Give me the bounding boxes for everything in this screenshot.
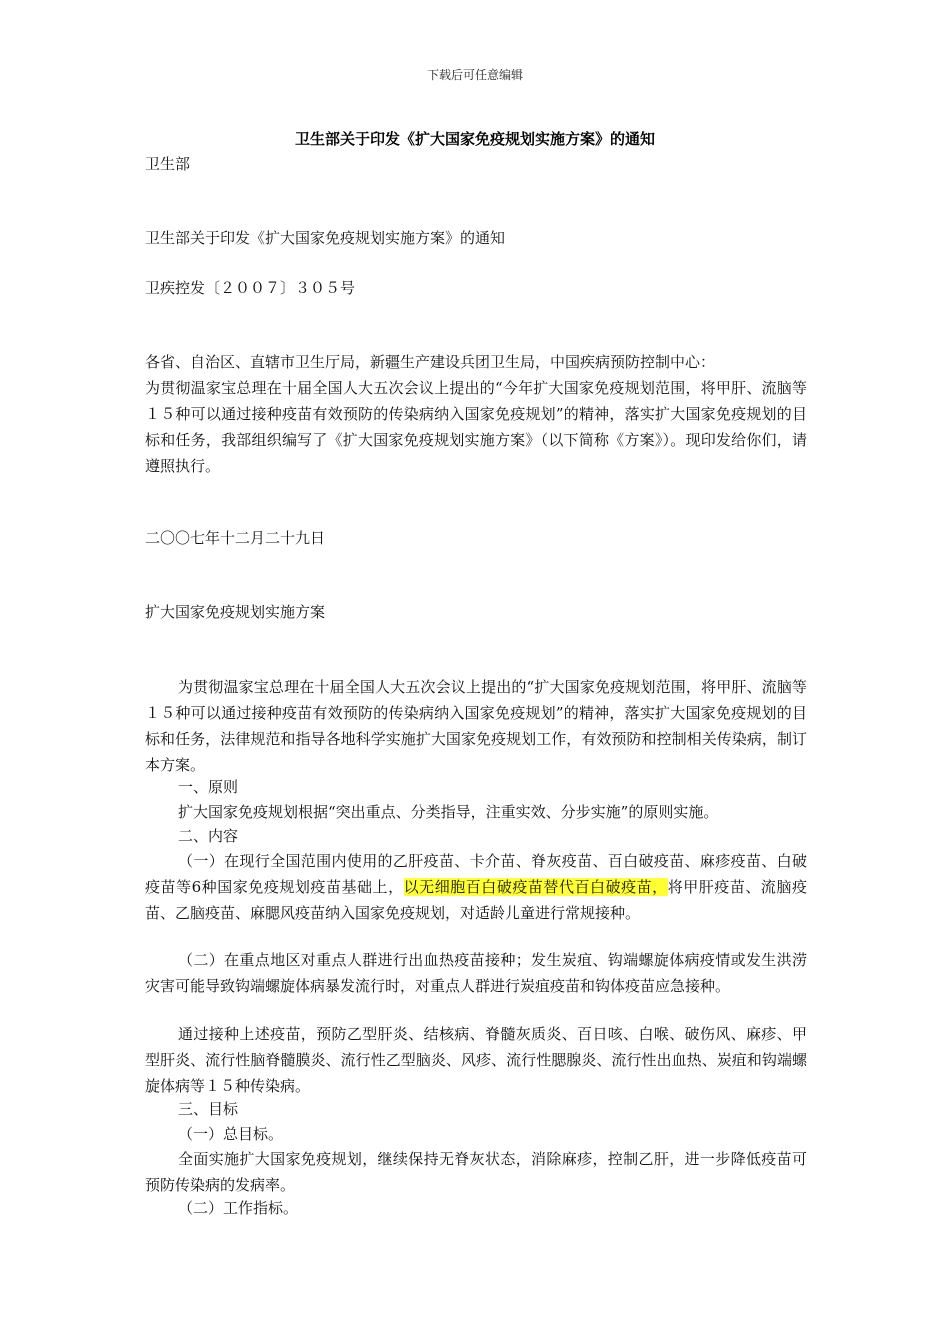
section2-item1-text-rest: 将甲肝疫苗、流脑疫苗、乙脑疫苗、麻腮风疫苗纳入国家免疫规划，对适龄儿童进行常规接种。 (145, 878, 807, 922)
intro-paragraph: 为贯彻温家宝总理在十届全国人大五次会议上提出的“今年扩大国家免疫规划范围，将甲肝、流脑等１５种可以通过接种疫苗有效预防的传染病纳入国家免疫规划”的精神，落实扩大国家免疫规划的目标和任务，我部组织编写了《扩大国家免疫规划实施方案》（以下简称《方案》）。现印发给你们，请遵照执行。 (145, 379, 807, 475)
document-number: 卫疾控发〔２００７〕３０５号 (145, 279, 356, 297)
recipients: 各省、自治区、直辖市卫生厅局，新疆生产建设兵团卫生局，中国疾病预防控制中心： (145, 353, 716, 371)
header-note: 下载后可任意编辑 (426, 68, 523, 82)
section1-body: 扩大国家免疫规划根据“突出重点、分类指导，注重实效、分步实施”的原则实施。 (178, 803, 719, 821)
section2-item1 (145, 848, 807, 926)
notice-title: 卫生部关于印发《扩大国家免疫规划实施方案》的通知 (145, 229, 506, 247)
section3-heading: 三、目标 (178, 1100, 239, 1118)
section2-item1-text: （一）在现行全国范围内使用的乙肝疫苗、卡介苗、脊灰疫苗、百白破疫苗、麻疹疫苗、白破疫苗等6种国家免疫规划疫苗基础上， (145, 852, 807, 896)
highlighted-text: 以无细胞百白破疫苗替代百白破疫苗， (403, 878, 668, 896)
section2-summary: 通过接种上述疫苗，预防乙型肝炎、结核病、脊髓灰质炎、百日咳、白喉、破伤风、麻疹、甲型肝炎、流行性脑脊髓膜炎、流行性乙型脑炎、风疹、流行性腮腺炎、流行性出血热、炭疽和钩端螺旋体病等１５种传染病。 (145, 1025, 807, 1095)
issuer: 卫生部 (145, 155, 191, 173)
section2-heading: 二、内容 (178, 827, 239, 845)
document-title: 卫生部关于印发《扩大国家免疫规划实施方案》的通知 (294, 130, 655, 148)
plan-title: 扩大国家免疫规划实施方案 (145, 603, 326, 621)
issue-date: 二〇〇七年十二月二十九日 (145, 529, 326, 547)
section1-heading: 一、原则 (178, 778, 239, 796)
section2-item2: （二）在重点地区对重点人群进行出血热疫苗接种；发生炭疽、钩端螺旋体病疫情或发生洪涝灾害可能导致钩端螺旋体病暴发流行时，对重点人群进行炭疽疫苗和钩体疫苗应急接种。 (145, 951, 807, 995)
section3-item1: （一）总目标。 (178, 1125, 284, 1143)
section3-item1-body: 全面实施扩大国家免疫规划，继续保持无脊灰状态，消除麻疹，控制乙肝，进一步降低疫苗可预防传染病的发病率。 (145, 1150, 807, 1194)
section3-item2: （二）工作指标。 (178, 1199, 299, 1217)
plan-intro-paragraph: 为贯彻温家宝总理在十届全国人大五次会议上提出的“扩大国家免疫规划范围，将甲肝、流脑等１５种可以通过接种疫苗有效预防的传染病纳入国家免疫规划”的精神，落实扩大国家免疫规划的目标和任务，法律规范和指导各地科学实施扩大国家免疫规划工作，有效预防和控制相关传染病，制订本方案。 (145, 678, 807, 774)
